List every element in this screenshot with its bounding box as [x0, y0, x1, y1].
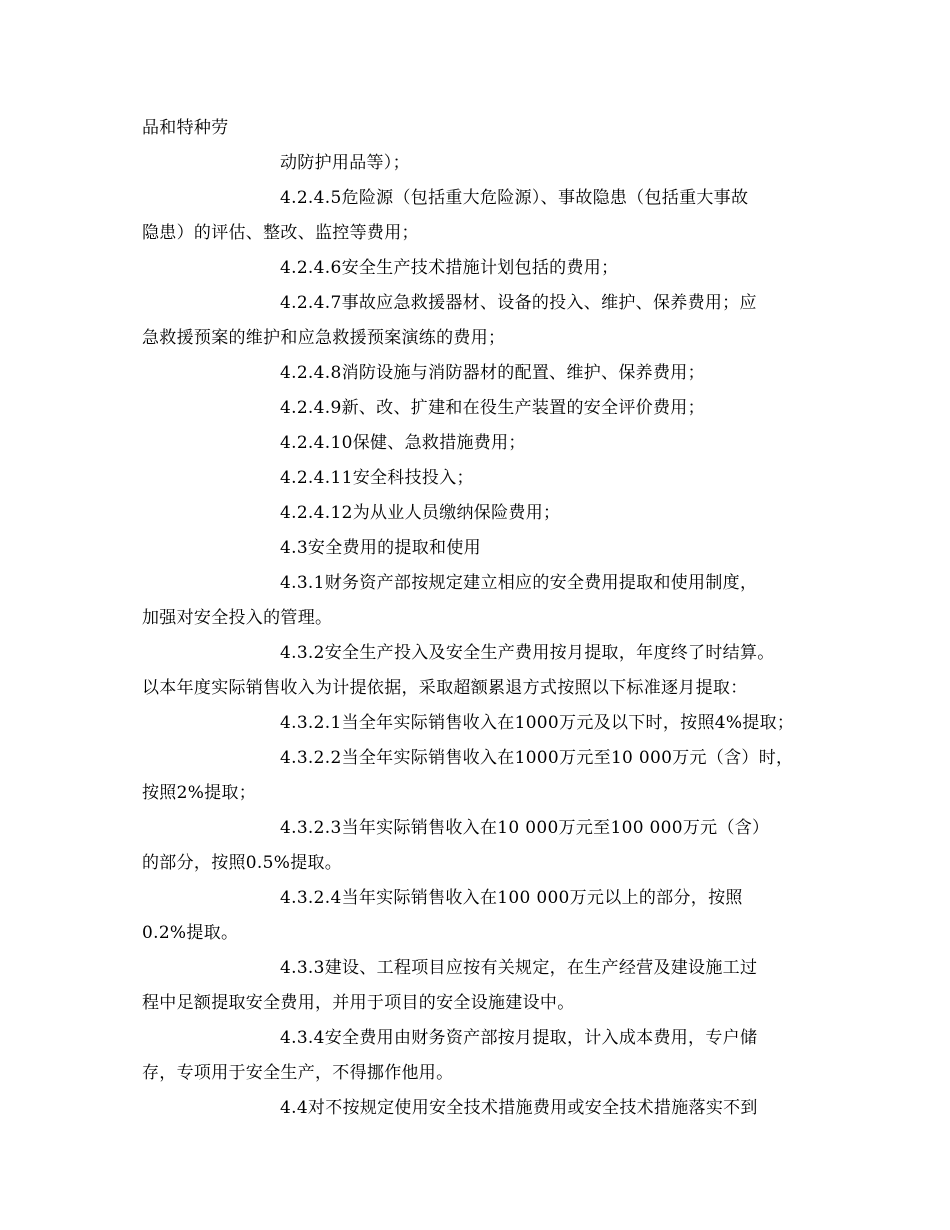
- section-heading: 4.3安全费用的提取和使用: [280, 538, 481, 558]
- text-line: 0.2%提取。: [142, 923, 239, 943]
- text-line: 品和特种劳: [142, 118, 229, 138]
- text-line: 隐患）的评估、整改、监控等费用；: [142, 223, 419, 243]
- text-line: 4.2.4.5危险源（包括重大危险源）、事故隐患（包括重大事故: [280, 188, 749, 208]
- text-line: 急救援预案的维护和应急救援预案演练的费用；: [142, 328, 506, 348]
- text-line: 4.4对不按规定使用安全技术措施费用或安全技术措施落实不到: [280, 1098, 758, 1118]
- text-line: 加强对安全投入的管理。: [142, 608, 333, 628]
- text-line: 4.2.4.10保健、急救措施费用；: [280, 433, 526, 453]
- text-line: 的部分，按照0.5%提取。: [142, 853, 343, 873]
- text-line: 4.3.1财务资产部按规定建立相应的安全费用提取和使用制度，: [280, 573, 758, 593]
- text-line: 4.2.4.8消防设施与消防器材的配置、维护、保养费用；: [280, 363, 705, 383]
- text-line: 4.2.4.11安全科技投入；: [280, 468, 474, 488]
- text-line: 4.2.4.12为从业人员缴纳保险费用；: [280, 503, 561, 523]
- text-line: 按照2%提取；: [142, 783, 257, 803]
- text-line: 4.3.2.1当全年实际销售收入在1000万元及以下时，按照4%提取；: [280, 713, 795, 733]
- text-line: 程中足额提取安全费用，并用于项目的安全设施建设中。: [142, 993, 575, 1013]
- text-line: 4.3.2安全生产投入及安全生产费用按月提取，年度终了时结算。: [280, 643, 775, 663]
- text-line: 动防护用品等）；: [280, 153, 410, 173]
- text-line: 4.3.4安全费用由财务资产部按月提取，计入成本费用，专户储: [280, 1028, 758, 1048]
- text-line: 4.3.3建设、工程项目应按有关规定，在生产经营及建设施工过: [280, 958, 758, 978]
- text-line: 4.3.2.2当全年实际销售收入在1000万元至10 000万元（含）时，: [280, 748, 794, 768]
- text-line: 4.2.4.7事故应急救援器材、设备的投入、维护、保养费用；应: [280, 293, 757, 313]
- text-line: 4.3.2.3当年实际销售收入在10 000万元至100 000万元（含）: [280, 818, 770, 838]
- text-line: 4.2.4.9新、改、扩建和在役生产装置的安全评价费用；: [280, 398, 705, 418]
- text-line: 存，专项用于安全生产，不得挪作他用。: [142, 1063, 454, 1083]
- text-line: 以本年度实际销售收入为计提依据，采取超额累退方式按照以下标准逐月提取：: [142, 678, 748, 698]
- text-line: 4.2.4.6安全生产技术措施计划包括的费用；: [280, 258, 619, 278]
- text-line: 4.3.2.4当年实际销售收入在100 000万元以上的部分，按照: [280, 888, 743, 908]
